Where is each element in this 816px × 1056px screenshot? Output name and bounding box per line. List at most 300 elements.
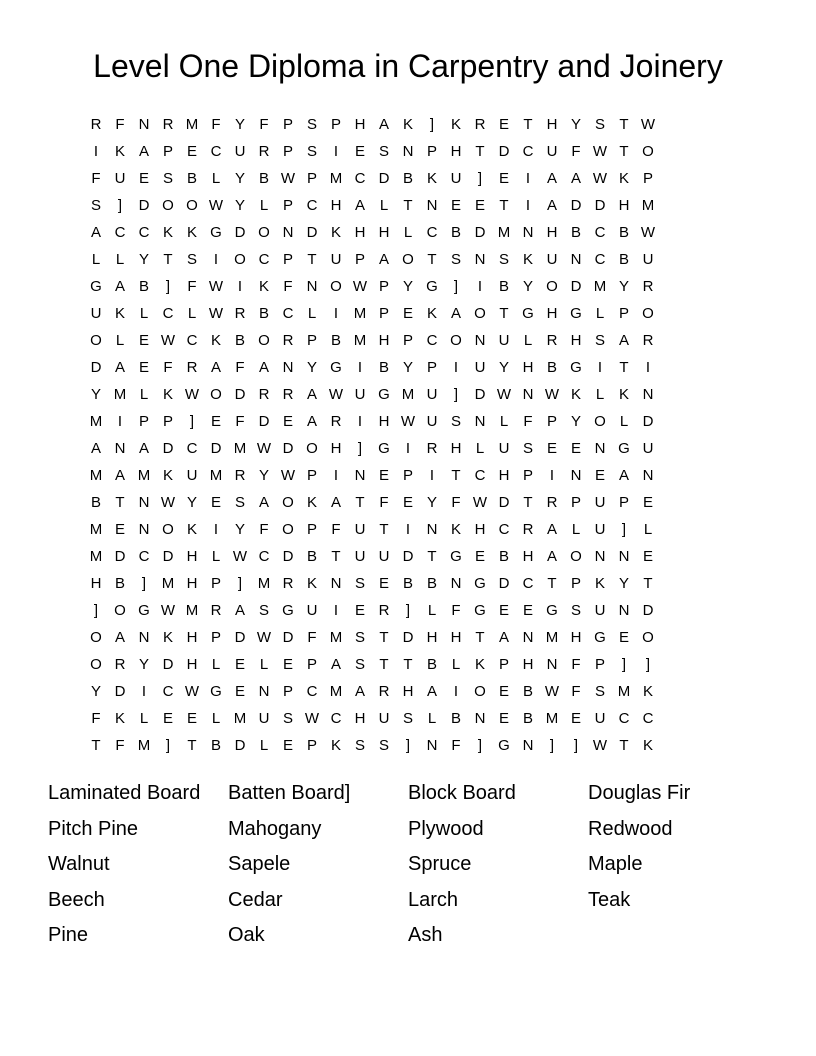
grid-letter: U bbox=[642, 440, 654, 457]
grid-letter: N bbox=[546, 656, 558, 673]
grid-letter: M bbox=[233, 440, 247, 457]
grid-letter: ] bbox=[621, 656, 627, 673]
grid-letter: E bbox=[186, 143, 197, 160]
grid-letter: A bbox=[354, 683, 365, 700]
grid-letter: G bbox=[378, 440, 390, 457]
grid-letter: P bbox=[642, 170, 653, 187]
grid-letter: C bbox=[618, 710, 630, 727]
grid-letter: I bbox=[597, 359, 603, 376]
grid-letter: H bbox=[450, 440, 462, 457]
grid-letter: H bbox=[354, 224, 366, 241]
grid-letter: P bbox=[498, 656, 509, 673]
grid-letter: T bbox=[619, 359, 629, 376]
grid-letter: B bbox=[498, 548, 509, 565]
grid-letter: P bbox=[618, 305, 629, 322]
grid-letter: T bbox=[379, 521, 389, 538]
grid-letter: R bbox=[234, 305, 246, 322]
grid-letter: L bbox=[427, 710, 437, 727]
grid-letter: A bbox=[546, 170, 557, 187]
grid-letter: I bbox=[405, 440, 411, 457]
grid-letter: G bbox=[450, 548, 462, 565]
grid-letter: O bbox=[114, 602, 126, 619]
grid-letter: O bbox=[306, 440, 318, 457]
grid-letter: C bbox=[498, 521, 510, 538]
grid-letter: M bbox=[185, 116, 199, 133]
grid-letter: U bbox=[426, 386, 438, 403]
grid-letter: C bbox=[114, 224, 126, 241]
word-list-item: Pitch Pine bbox=[48, 817, 139, 840]
grid-letter: M bbox=[185, 602, 199, 619]
grid-letter: D bbox=[234, 737, 246, 754]
grid-letter: N bbox=[570, 251, 582, 268]
grid-letter: K bbox=[642, 737, 653, 754]
grid-letter: S bbox=[258, 602, 269, 619]
grid-letter: A bbox=[426, 683, 437, 700]
grid-letter: L bbox=[595, 386, 605, 403]
grid-letter: T bbox=[307, 251, 317, 268]
grid-letter: C bbox=[186, 332, 198, 349]
grid-letter: K bbox=[330, 737, 341, 754]
grid-letter: F bbox=[571, 656, 581, 673]
grid-letter: S bbox=[234, 494, 245, 511]
grid-letter: F bbox=[259, 521, 269, 538]
grid-letter: A bbox=[354, 197, 365, 214]
grid-letter: B bbox=[522, 683, 533, 700]
grid-letter: D bbox=[474, 386, 486, 403]
grid-letter: S bbox=[450, 413, 461, 430]
grid-letter: D bbox=[234, 224, 246, 241]
grid-letter: S bbox=[402, 710, 413, 727]
grid-row bbox=[84, 354, 732, 381]
grid-letter: H bbox=[522, 656, 534, 673]
grid-letter: R bbox=[210, 602, 222, 619]
grid-letter: Y bbox=[306, 359, 317, 376]
grid-letter: S bbox=[306, 116, 317, 133]
grid-letter: M bbox=[617, 683, 631, 700]
grid-letter: O bbox=[642, 143, 654, 160]
grid-letter: D bbox=[234, 386, 246, 403]
grid-letter: K bbox=[186, 224, 197, 241]
grid-letter: R bbox=[426, 440, 438, 457]
grid-letter: D bbox=[402, 629, 414, 646]
grid-letter: R bbox=[90, 116, 102, 133]
grid-letter: R bbox=[234, 467, 246, 484]
grid-row bbox=[84, 624, 732, 651]
grid-row bbox=[84, 273, 732, 300]
grid-letter: W bbox=[640, 224, 656, 241]
grid-letter: M bbox=[329, 629, 343, 646]
grid-letter: ] bbox=[477, 170, 483, 187]
grid-letter: G bbox=[474, 602, 486, 619]
grid-letter: D bbox=[258, 413, 270, 430]
grid-letter: T bbox=[115, 494, 125, 511]
grid-letter: L bbox=[259, 737, 269, 754]
grid-letter: M bbox=[161, 575, 175, 592]
grid-letter: M bbox=[329, 170, 343, 187]
grid-letter: Y bbox=[618, 278, 629, 295]
grid-letter: K bbox=[162, 629, 173, 646]
grid-letter: O bbox=[282, 521, 294, 538]
grid-letter: O bbox=[570, 548, 582, 565]
grid-letter: F bbox=[571, 683, 581, 700]
grid-letter: S bbox=[570, 602, 581, 619]
grid-letter: A bbox=[138, 143, 149, 160]
grid-letter: D bbox=[570, 197, 582, 214]
grid-letter: O bbox=[642, 305, 654, 322]
grid-letter: G bbox=[138, 602, 150, 619]
grid-letter: G bbox=[546, 602, 558, 619]
grid-letter: W bbox=[256, 629, 272, 646]
grid-letter: T bbox=[643, 575, 653, 592]
grid-letter: K bbox=[450, 116, 461, 133]
grid-letter: A bbox=[114, 629, 125, 646]
grid-letter: U bbox=[426, 413, 438, 430]
grid-letter: L bbox=[115, 332, 125, 349]
grid-letter: D bbox=[570, 278, 582, 295]
grid-letter: L bbox=[211, 710, 221, 727]
grid-letter: E bbox=[642, 494, 653, 511]
grid-letter: T bbox=[475, 143, 485, 160]
grid-letter: Y bbox=[234, 521, 245, 538]
grid-letter: B bbox=[498, 278, 509, 295]
grid-letter: O bbox=[282, 494, 294, 511]
grid-letter: W bbox=[544, 386, 560, 403]
grid-letter: W bbox=[160, 602, 176, 619]
grid-letter: F bbox=[307, 629, 317, 646]
grid-letter: T bbox=[451, 467, 461, 484]
grid-letter: P bbox=[306, 170, 317, 187]
grid-row bbox=[84, 489, 732, 516]
grid-row bbox=[84, 381, 732, 408]
grid-letter: D bbox=[282, 548, 294, 565]
grid-letter: A bbox=[138, 440, 149, 457]
grid-letter: A bbox=[234, 602, 245, 619]
word-list-item: Cedar bbox=[228, 888, 283, 911]
grid-letter: Y bbox=[90, 386, 101, 403]
grid-letter: ] bbox=[645, 656, 651, 673]
grid-letter: S bbox=[378, 143, 389, 160]
grid-row bbox=[84, 111, 732, 138]
grid-letter: B bbox=[330, 332, 341, 349]
grid-letter: H bbox=[426, 629, 438, 646]
grid-letter: H bbox=[186, 575, 198, 592]
grid-row bbox=[84, 327, 732, 354]
grid-letter: B bbox=[402, 575, 413, 592]
grid-row bbox=[84, 246, 732, 273]
grid-letter: E bbox=[570, 710, 581, 727]
grid-letter: K bbox=[618, 170, 629, 187]
grid-row bbox=[84, 678, 732, 705]
grid-letter: A bbox=[330, 494, 341, 511]
grid-letter: F bbox=[379, 494, 389, 511]
grid-letter: D bbox=[594, 197, 606, 214]
grid-letter: C bbox=[138, 224, 150, 241]
grid-letter: P bbox=[426, 143, 437, 160]
grid-letter: F bbox=[571, 143, 581, 160]
grid-letter: C bbox=[210, 143, 222, 160]
grid-row bbox=[84, 300, 732, 327]
word-list-item: Batten Board] bbox=[228, 782, 351, 804]
grid-letter: M bbox=[113, 386, 127, 403]
grid-letter: P bbox=[282, 251, 293, 268]
grid-letter: L bbox=[643, 521, 653, 538]
grid-letter: ] bbox=[189, 413, 195, 430]
grid-letter: H bbox=[498, 467, 510, 484]
grid-letter: I bbox=[237, 278, 243, 295]
grid-letter: W bbox=[184, 386, 200, 403]
grid-letter: A bbox=[546, 197, 557, 214]
grid-letter: N bbox=[282, 224, 294, 241]
grid-letter: Y bbox=[138, 656, 149, 673]
grid-letter: F bbox=[91, 710, 101, 727]
word-list bbox=[48, 776, 768, 954]
grid-letter: C bbox=[330, 710, 342, 727]
grid-letter: T bbox=[523, 116, 533, 133]
grid-letter: G bbox=[90, 278, 102, 295]
grid-row bbox=[84, 543, 732, 570]
grid-letter: D bbox=[498, 143, 510, 160]
grid-letter: I bbox=[333, 467, 339, 484]
grid-letter: P bbox=[402, 467, 413, 484]
grid-letter: N bbox=[138, 494, 150, 511]
grid-row bbox=[84, 651, 732, 678]
word-list-item: Mahogany bbox=[228, 817, 322, 840]
grid-letter: K bbox=[306, 575, 317, 592]
grid-letter: L bbox=[139, 305, 149, 322]
grid-letter: U bbox=[306, 602, 318, 619]
grid-letter: O bbox=[210, 386, 222, 403]
grid-letter: R bbox=[378, 602, 390, 619]
grid-letter: W bbox=[544, 683, 560, 700]
grid-letter: U bbox=[378, 710, 390, 727]
grid-letter: O bbox=[402, 251, 414, 268]
grid-letter: B bbox=[258, 170, 269, 187]
grid-letter: L bbox=[499, 413, 509, 430]
grid-letter: L bbox=[259, 656, 269, 673]
grid-letter: W bbox=[160, 332, 176, 349]
grid-letter: E bbox=[402, 494, 413, 511]
grid-letter: E bbox=[138, 359, 149, 376]
grid-letter: S bbox=[354, 575, 365, 592]
grid-letter: E bbox=[498, 710, 509, 727]
grid-letter: K bbox=[162, 386, 173, 403]
grid-letter: H bbox=[354, 710, 366, 727]
word-list-item: Redwood bbox=[588, 817, 673, 840]
grid-letter: L bbox=[139, 386, 149, 403]
grid-letter: I bbox=[213, 251, 219, 268]
grid-letter: P bbox=[306, 521, 317, 538]
grid-letter: O bbox=[642, 629, 654, 646]
grid-letter: C bbox=[474, 467, 486, 484]
grid-letter: O bbox=[474, 683, 486, 700]
grid-letter: ] bbox=[405, 737, 411, 754]
grid-letter: B bbox=[258, 305, 269, 322]
grid-letter: H bbox=[474, 521, 486, 538]
grid-letter: K bbox=[114, 710, 125, 727]
grid-letter: H bbox=[546, 224, 558, 241]
grid-letter: N bbox=[114, 440, 126, 457]
grid-letter: Y bbox=[234, 170, 245, 187]
grid-letter: S bbox=[354, 656, 365, 673]
grid-letter: N bbox=[282, 359, 294, 376]
grid-letter: E bbox=[354, 143, 365, 160]
grid-letter: K bbox=[450, 521, 461, 538]
grid-letter: O bbox=[330, 278, 342, 295]
grid-letter: T bbox=[523, 494, 533, 511]
grid-letter: B bbox=[90, 494, 101, 511]
grid-letter: O bbox=[162, 197, 174, 214]
grid-letter: O bbox=[450, 332, 462, 349]
grid-letter: M bbox=[257, 575, 271, 592]
grid-letter: S bbox=[522, 440, 533, 457]
grid-letter: O bbox=[90, 656, 102, 673]
grid-letter: R bbox=[642, 278, 654, 295]
grid-letter: A bbox=[618, 332, 629, 349]
grid-letter: R bbox=[162, 116, 174, 133]
grid-letter: W bbox=[208, 197, 224, 214]
grid-letter: O bbox=[594, 413, 606, 430]
grid-row bbox=[84, 597, 732, 624]
word-list-item: Teak bbox=[588, 888, 631, 911]
grid-letter: I bbox=[477, 278, 483, 295]
grid-letter: G bbox=[426, 278, 438, 295]
grid-letter: R bbox=[282, 332, 294, 349]
grid-letter: S bbox=[162, 170, 173, 187]
grid-letter: E bbox=[474, 548, 485, 565]
grid-letter: A bbox=[210, 359, 221, 376]
grid-letter: T bbox=[619, 143, 629, 160]
grid-letter: R bbox=[282, 386, 294, 403]
grid-letter: G bbox=[282, 602, 294, 619]
grid-letter: F bbox=[115, 116, 125, 133]
grid-letter: P bbox=[426, 359, 437, 376]
grid-letter: N bbox=[138, 116, 150, 133]
grid-letter: H bbox=[546, 116, 558, 133]
grid-letter: P bbox=[282, 143, 293, 160]
grid-letter: I bbox=[453, 359, 459, 376]
grid-letter: B bbox=[570, 224, 581, 241]
grid-letter: L bbox=[259, 197, 269, 214]
grid-letter: C bbox=[282, 305, 294, 322]
grid-letter: E bbox=[210, 494, 221, 511]
grid-letter: D bbox=[378, 170, 390, 187]
word-list-item: Sapele bbox=[228, 853, 291, 875]
grid-letter: F bbox=[331, 521, 341, 538]
grid-letter: U bbox=[594, 521, 606, 538]
grid-letter: N bbox=[570, 467, 582, 484]
grid-letter: U bbox=[354, 521, 366, 538]
grid-letter: T bbox=[187, 737, 197, 754]
grid-letter: A bbox=[450, 305, 461, 322]
grid-letter: L bbox=[187, 305, 197, 322]
grid-letter: A bbox=[546, 521, 557, 538]
grid-letter: P bbox=[306, 737, 317, 754]
grid-letter: P bbox=[594, 656, 605, 673]
grid-letter: M bbox=[545, 710, 559, 727]
grid-letter: W bbox=[592, 143, 608, 160]
grid-letter: E bbox=[138, 170, 149, 187]
grid-letter: F bbox=[451, 494, 461, 511]
grid-letter: T bbox=[403, 197, 413, 214]
grid-letter: G bbox=[378, 386, 390, 403]
grid-letter: B bbox=[450, 710, 461, 727]
grid-letter: E bbox=[474, 197, 485, 214]
grid-letter: ] bbox=[453, 278, 459, 295]
grid-letter: U bbox=[498, 332, 510, 349]
grid-letter: L bbox=[451, 656, 461, 673]
grid-letter: M bbox=[137, 737, 151, 754]
grid-letter: C bbox=[426, 224, 438, 241]
grid-letter: K bbox=[618, 386, 629, 403]
grid-letter: T bbox=[427, 548, 437, 565]
grid-letter: H bbox=[450, 629, 462, 646]
grid-letter: B bbox=[234, 332, 245, 349]
word-list-item: Walnut bbox=[48, 853, 110, 875]
grid-letter: E bbox=[114, 521, 125, 538]
grid-letter: R bbox=[258, 386, 270, 403]
grid-row bbox=[84, 570, 732, 597]
grid-letter: M bbox=[89, 548, 103, 565]
grid-letter: U bbox=[234, 143, 246, 160]
grid-letter: H bbox=[330, 440, 342, 457]
grid-letter: P bbox=[138, 413, 149, 430]
grid-row bbox=[84, 165, 732, 192]
grid-letter: G bbox=[210, 683, 222, 700]
grid-letter: W bbox=[352, 278, 368, 295]
grid-letter: ] bbox=[405, 602, 411, 619]
grid-letter: M bbox=[89, 521, 103, 538]
grid-letter: F bbox=[115, 737, 125, 754]
grid-letter: A bbox=[258, 494, 269, 511]
grid-letter: W bbox=[400, 413, 416, 430]
grid-letter: L bbox=[571, 521, 581, 538]
grid-letter: P bbox=[570, 575, 581, 592]
grid-letter: H bbox=[450, 143, 462, 160]
grid-row bbox=[84, 138, 732, 165]
grid-letter: K bbox=[642, 683, 653, 700]
grid-letter: O bbox=[546, 278, 558, 295]
grid-letter: D bbox=[162, 656, 174, 673]
grid-letter: I bbox=[213, 521, 219, 538]
grid-letter: K bbox=[162, 224, 173, 241]
grid-letter: W bbox=[208, 278, 224, 295]
grid-letter: L bbox=[307, 305, 317, 322]
grid-letter: A bbox=[114, 359, 125, 376]
grid-letter: F bbox=[187, 278, 197, 295]
grid-letter: E bbox=[642, 548, 653, 565]
word-list-item: Beech bbox=[48, 888, 105, 911]
grid-letter: N bbox=[618, 602, 630, 619]
grid-letter: U bbox=[354, 386, 366, 403]
grid-letter: R bbox=[642, 332, 654, 349]
grid-letter: L bbox=[139, 710, 149, 727]
grid-letter: D bbox=[642, 602, 654, 619]
grid-letter: ] bbox=[477, 737, 483, 754]
grid-letter: N bbox=[474, 413, 486, 430]
grid-letter: N bbox=[450, 575, 462, 592]
grid-letter: Y bbox=[522, 278, 533, 295]
grid-letter: B bbox=[306, 548, 317, 565]
grid-letter: ] bbox=[237, 575, 243, 592]
word-list-item: Block Board bbox=[408, 782, 516, 804]
grid-letter: R bbox=[378, 683, 390, 700]
grid-letter: U bbox=[498, 440, 510, 457]
grid-letter: P bbox=[282, 197, 293, 214]
grid-letter: E bbox=[234, 656, 245, 673]
grid-row bbox=[84, 516, 732, 543]
grid-letter: Y bbox=[402, 359, 413, 376]
grid-letter: N bbox=[402, 143, 414, 160]
